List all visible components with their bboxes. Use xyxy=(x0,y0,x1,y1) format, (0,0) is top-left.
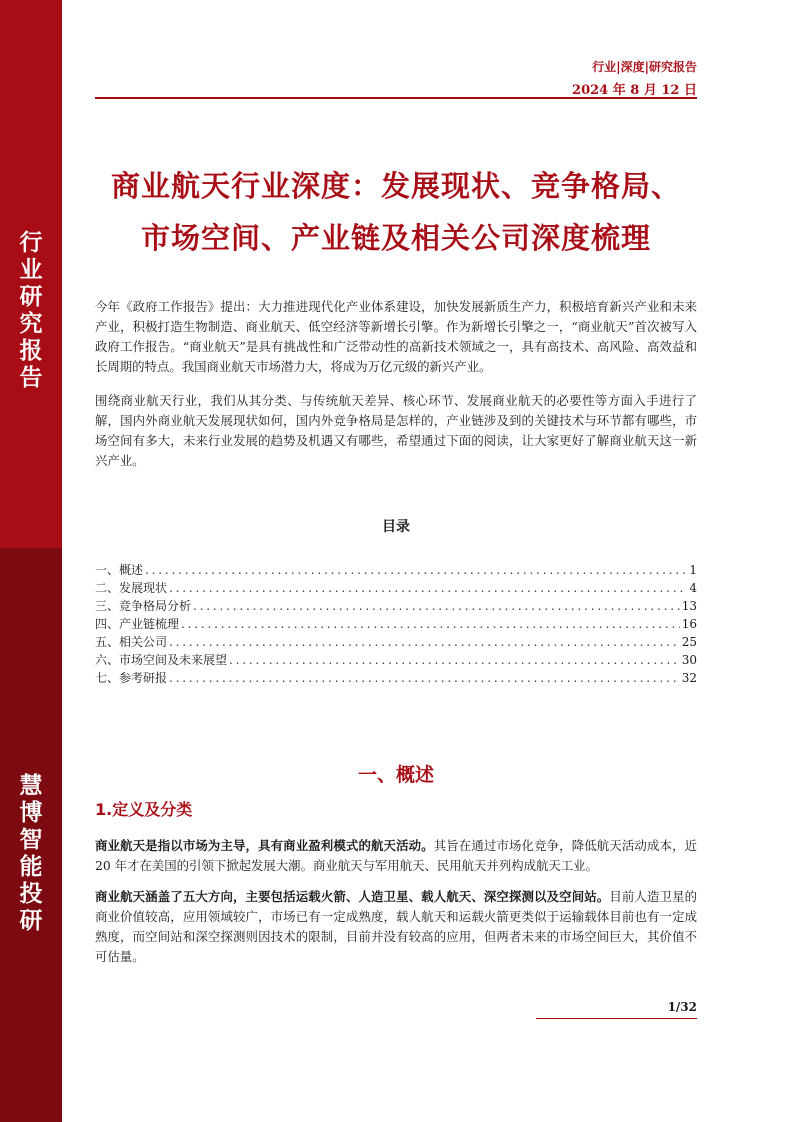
toc-entry-page: 25 xyxy=(681,635,697,649)
title-line-1: 商业航天行业深度：发展现状、竞争格局、 xyxy=(110,169,681,203)
footer-divider xyxy=(536,1018,697,1019)
header-category: 行业|深度|研究报告 xyxy=(592,60,697,74)
toc-entry-label: 五、相关公司 xyxy=(95,635,168,649)
toc-entry[interactable] xyxy=(95,579,697,597)
toc-entry-label: 三、竞争格局分析 xyxy=(95,599,192,613)
toc-leader-dots xyxy=(145,561,687,579)
toc-entry-label: 七、参考研报 xyxy=(95,671,168,685)
toc-entry-page: 13 xyxy=(681,599,697,613)
sidebar-report-type: 行业研究报告 xyxy=(19,230,43,391)
toc-leader-dots xyxy=(229,651,680,669)
toc-entry[interactable] xyxy=(95,651,697,669)
body-paragraph-1 xyxy=(95,836,697,876)
toc-entry[interactable] xyxy=(95,669,697,687)
toc-leader-dots xyxy=(181,615,680,633)
toc-entry-page: 16 xyxy=(681,617,697,631)
title-line-2: 市场空间、产业链及相关公司深度梳理 xyxy=(140,221,651,255)
header-date: 2024 年 8 月 12 日 xyxy=(572,83,697,98)
body-paragraph-1-text: 其旨在通过市场化竞争，降低航天活动成本，近 20 年才在美国的引领下掀起发展大潮。商业航天与军用航天、民用航天并列构成航天工业。 xyxy=(95,838,698,873)
toc-entry[interactable] xyxy=(95,597,697,615)
toc-leader-dots xyxy=(193,597,680,615)
toc-leader-dots xyxy=(169,669,680,687)
section-heading: 一、概述 xyxy=(357,764,434,786)
toc-entry-label: 四、产业链梳理 xyxy=(95,617,180,631)
page-number: 1/32 xyxy=(667,1000,697,1014)
intro-paragraph-1: 今年《政府工作报告》提出：大力推进现代化产业体系建设，加快发展新质生产力，积极培育新兴产业和未来产业，积极打造生物制造、商业航天、低空经济等新增长引擎。作为新增长引擎之一，“商业航天”首次被写入政府工作报告。“商业航天”是具有挑战性和广泛带动性的高新技术领域之一，具有高技术、高风险、高效益和长周期的特点。我国商业航天市场潜力大，将成为万亿元级的新兴产业。 xyxy=(95,299,697,374)
toc-entry[interactable] xyxy=(95,615,697,633)
sidebar-brand: 慧博智能投研 xyxy=(19,773,43,934)
toc-entry-page: 30 xyxy=(681,653,697,667)
toc-entry-page: 32 xyxy=(681,671,697,685)
table-of-contents xyxy=(95,561,697,687)
toc-entry[interactable] xyxy=(95,633,697,651)
toc-entry-label: 一、概述 xyxy=(95,563,144,577)
toc-leader-dots xyxy=(169,579,687,597)
toc-leader-dots xyxy=(169,633,680,651)
body-paragraph-1-lead: 商业航天是指以市场为主导，具有商业盈利模式的航天活动。 xyxy=(95,838,434,853)
toc-entry-page: 4 xyxy=(689,581,697,595)
toc-entry-page: 1 xyxy=(689,563,697,577)
body-paragraph-2-lead: 商业航天涵盖了五大方向，主要包括运载火箭、人造卫星、载人航天、深空探测以及空间站。 xyxy=(95,889,610,904)
subsection-heading: 1.定义及分类 xyxy=(95,800,193,819)
toc-entry-label: 六、市场空间及未来展望 xyxy=(95,653,228,667)
body-paragraph-2 xyxy=(95,887,697,967)
toc-entry-label: 二、发展现状 xyxy=(95,581,168,595)
toc-entry[interactable] xyxy=(95,561,697,579)
toc-title: 目录 xyxy=(382,519,410,535)
body-paragraph-2-text: 目前人造卫星的商业价值较高，应用领域较广，市场已有一定成熟度，载人航天和运载火箭更类似于运输载体目前也有一定成熟度，而空间站和深空探测则因技术的限制，目前并没有较高的应用，但两者未来的市场空间巨大，其价值不可估量。 xyxy=(95,889,698,964)
intro-paragraph-2: 围绕商业航天行业，我们从其分类、与传统航天差异、核心环节、发展商业航天的必要性等方面入手进行了解，国内外商业航天发展现状如何，国内外竞争格局是怎样的，产业链涉及到的关键技术与环节都有哪些，市场空间有多大，未来行业发展的趋势及机遇又有哪些，希望通过下面的阅读，让大家更好了解商业航天这一新兴产业。 xyxy=(95,393,697,468)
header-divider xyxy=(95,97,697,99)
document-title xyxy=(95,160,697,264)
